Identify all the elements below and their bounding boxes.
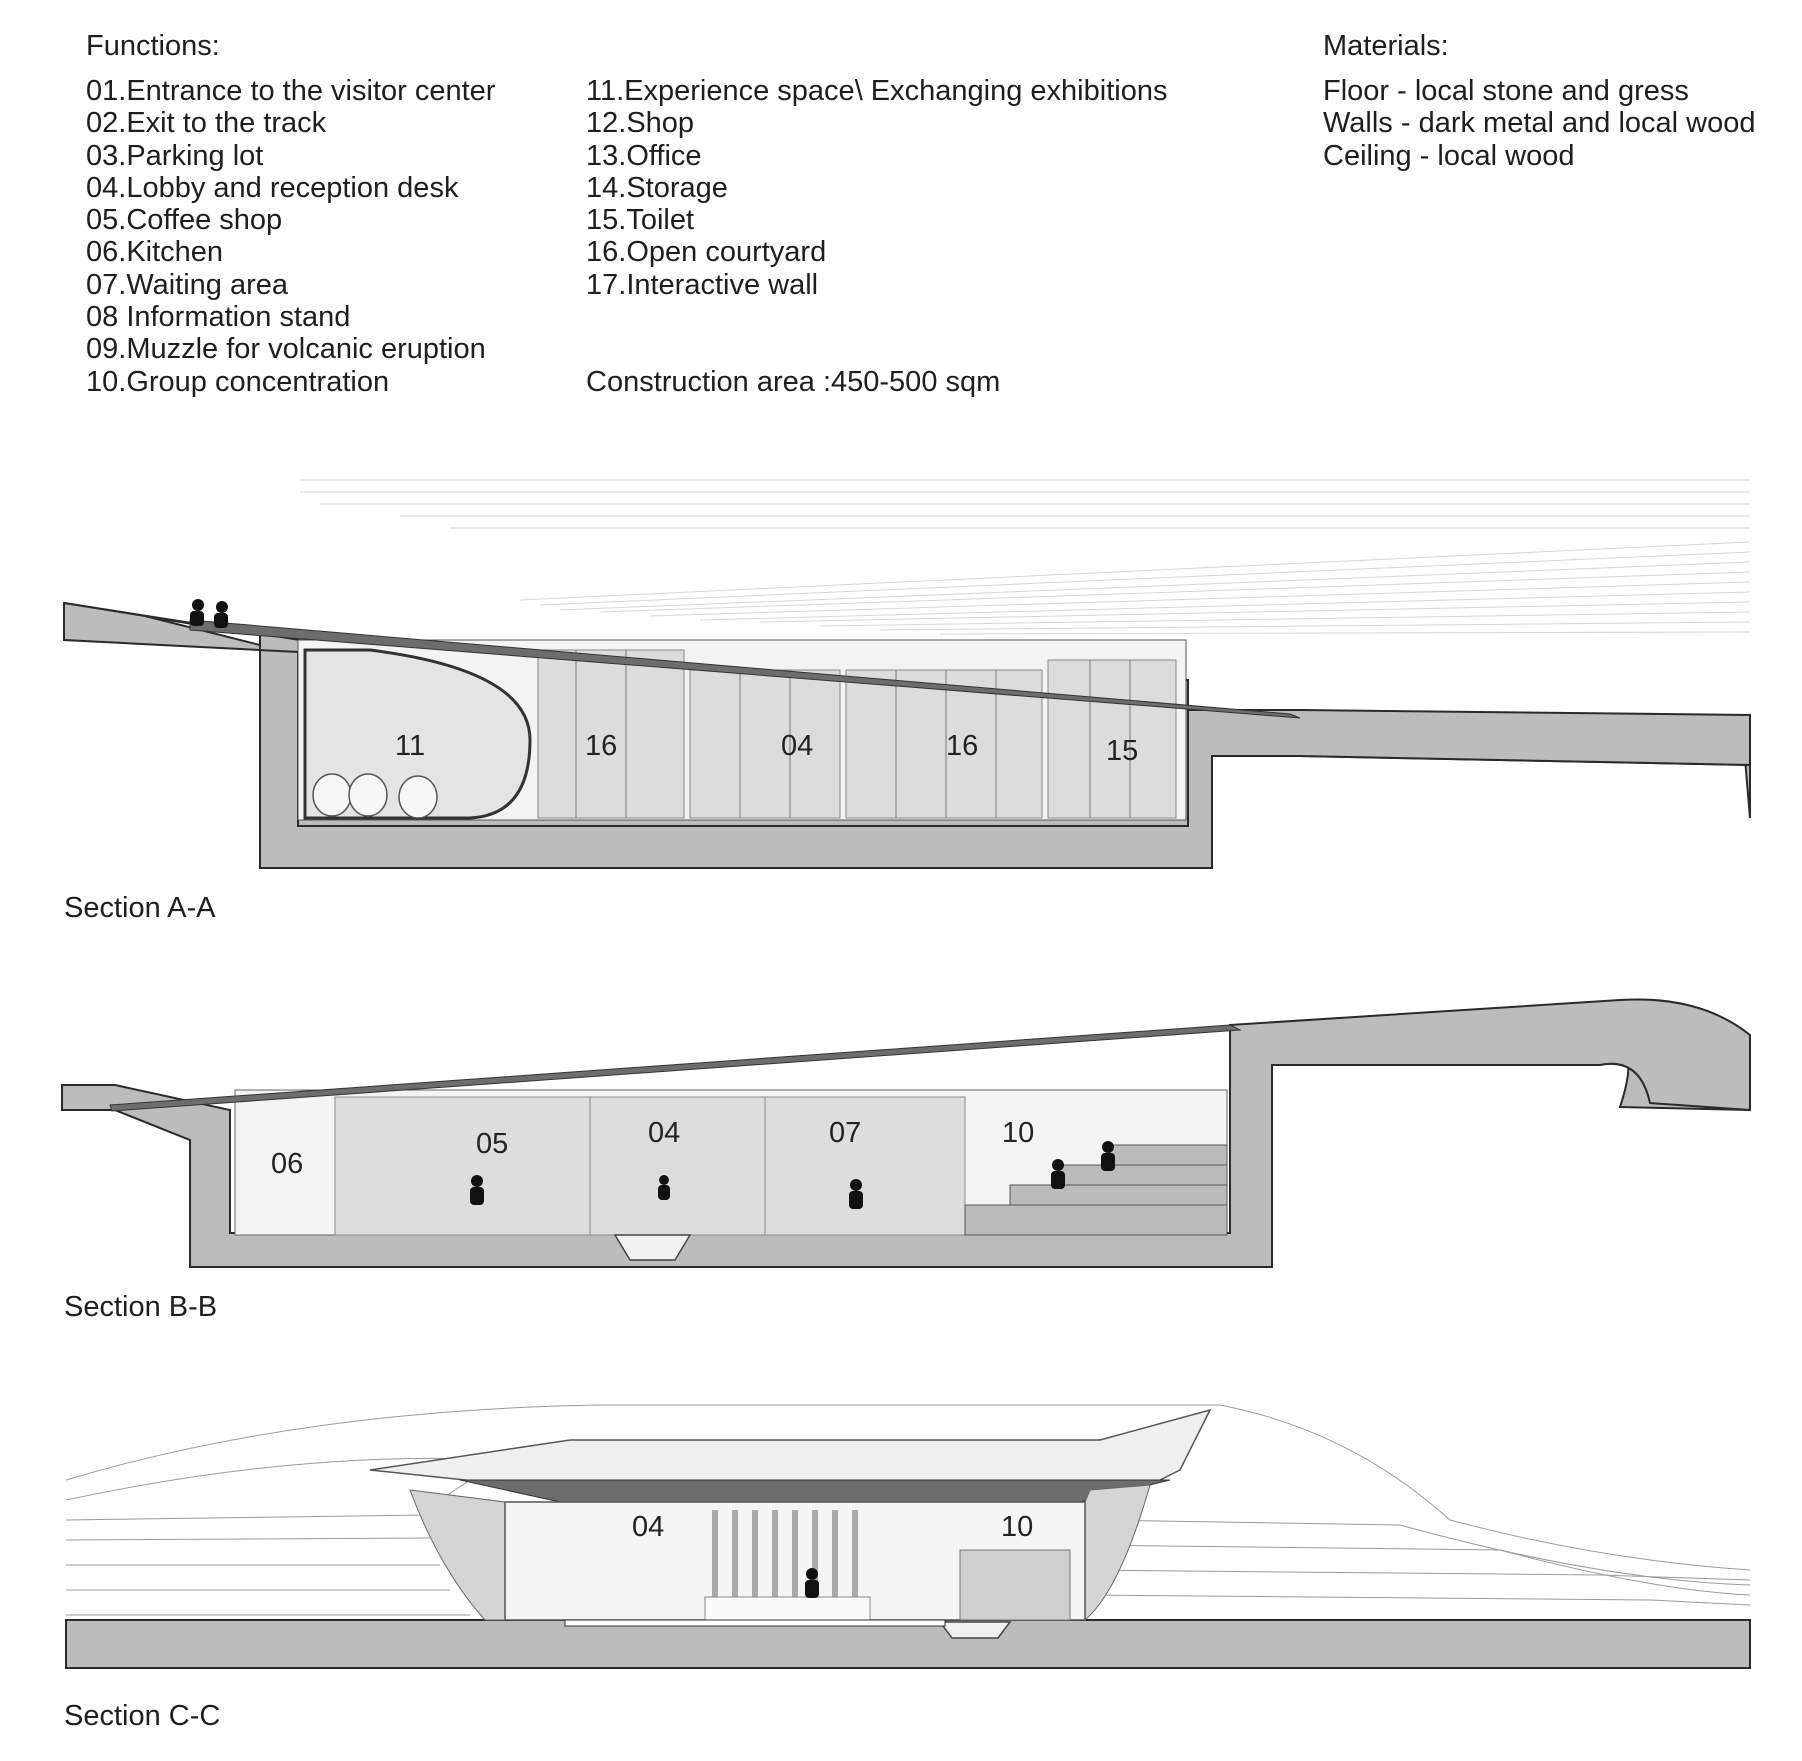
section-a-label-15: 15: [1106, 735, 1139, 767]
side-shell-left: [410, 1490, 505, 1620]
functions-list-column-1: [86, 75, 495, 398]
function-item: 16.Open courtyard: [586, 236, 827, 269]
functions-list-column-2: [586, 75, 1167, 301]
function-item: 10.Group concentration: [86, 365, 390, 398]
function-item: 06.Kitchen: [86, 236, 224, 269]
hanging-chairs: [313, 774, 437, 818]
section-a-label-04: 04: [781, 730, 814, 762]
section-a-label-11: 11: [395, 730, 426, 762]
reception-desk: [705, 1597, 870, 1620]
function-item: 17.Interactive wall: [586, 268, 819, 301]
section-b-label-07: 07: [829, 1117, 862, 1149]
section-b-label-06: 06: [271, 1148, 304, 1180]
section-c-c-drawing: [0, 1390, 1802, 1680]
function-item: 11.Experience space\ Exchanging exhibitions: [586, 75, 1168, 107]
roof-canopy: [370, 1410, 1210, 1490]
function-item: 07.Waiting area: [86, 268, 289, 301]
material-item: Ceiling - local wood: [1323, 139, 1575, 172]
section-b-label-04: 04: [648, 1117, 681, 1149]
function-item: 13.Office: [586, 139, 702, 172]
section-a-a-caption: Section A-A: [64, 892, 216, 924]
function-item: 04.Lobby and reception desk: [86, 171, 459, 204]
function-item: 03.Parking lot: [86, 139, 264, 172]
material-item: Floor - local stone and gress: [1323, 75, 1689, 107]
ground-mass: [66, 1620, 1750, 1668]
materials-list: [1323, 75, 1756, 172]
section-c-label-10: 10: [1001, 1511, 1034, 1543]
materials-header: Materials:: [1323, 30, 1449, 62]
function-item: 15.Toilet: [586, 204, 695, 237]
section-b-b-drawing: [0, 985, 1802, 1285]
people-silhouettes: [805, 1568, 819, 1598]
function-item: 12.Shop: [586, 107, 695, 140]
glass-panels: [538, 650, 1176, 818]
roof-slab: [460, 1480, 1170, 1502]
section-b-label-05: 05: [476, 1128, 509, 1160]
construction-area: Construction area :450-500 sqm: [586, 366, 1001, 398]
function-item: 02.Exit to the track: [86, 107, 327, 140]
section-b-b-caption: Section B-B: [64, 1291, 218, 1323]
seating-steps: [960, 1550, 1070, 1620]
sky-haze-lines: [300, 480, 1750, 634]
material-item: Walls - dark metal and local wood: [1323, 107, 1756, 140]
function-item: 01.Entrance to the visitor center: [86, 75, 496, 107]
section-a-label-16: 16: [946, 730, 979, 762]
function-item: 08 Information stand: [86, 301, 351, 334]
section-c-c-caption: Section C-C: [64, 1700, 221, 1732]
section-b-label-10: 10: [1002, 1117, 1035, 1149]
function-item: 14.Storage: [586, 171, 728, 204]
function-item: 09.Muzzle for volcanic eruption: [86, 333, 486, 366]
volcanic-muzzle: [940, 1622, 1010, 1638]
side-shell-right: [1085, 1485, 1150, 1620]
section-a-label-16: 16: [585, 730, 618, 762]
function-item: 05.Coffee shop: [86, 204, 283, 237]
floor-recess: [565, 1620, 945, 1626]
section-a-a-drawing: [0, 470, 1802, 890]
section-c-label-04: 04: [632, 1511, 665, 1543]
functions-header: Functions:: [86, 30, 220, 62]
